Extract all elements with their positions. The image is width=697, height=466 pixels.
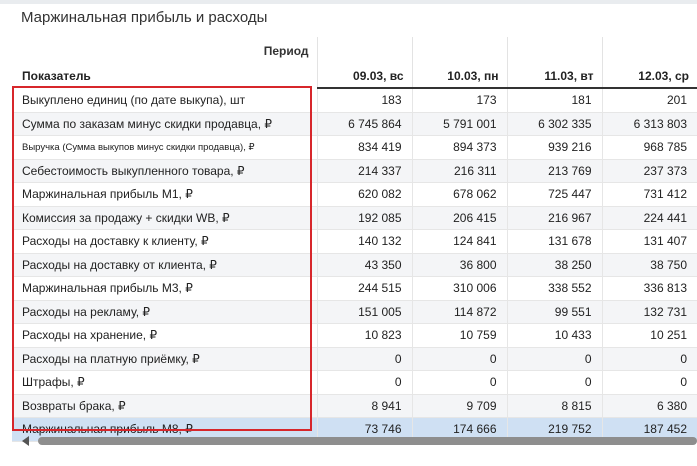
date-column-header[interactable]: 10.03, пн (412, 64, 507, 88)
cell-value: 201 (602, 88, 697, 112)
scrollbar-thumb[interactable] (38, 437, 697, 445)
cell-value: 224 441 (602, 206, 697, 230)
top-border (0, 0, 697, 4)
cell-value: 0 (507, 347, 602, 371)
cell-value: 310 006 (412, 277, 507, 301)
cell-value: 894 373 (412, 136, 507, 160)
cell-value: 114 872 (412, 300, 507, 324)
cell-value: 237 373 (602, 159, 697, 183)
cell-value: 10 759 (412, 324, 507, 348)
cell-value: 213 769 (507, 159, 602, 183)
cell-value: 216 311 (412, 159, 507, 183)
header-blank (412, 37, 507, 64)
cell-value: 214 337 (317, 159, 412, 183)
cell-value: 6 745 864 (317, 112, 412, 136)
cell-value: 8 941 (317, 394, 412, 418)
table-row[interactable] (12, 394, 697, 418)
pivot-table-panel (12, 37, 697, 437)
cell-value: 6 380 (602, 394, 697, 418)
header-blank (317, 37, 412, 64)
cell-value: 244 515 (317, 277, 412, 301)
cell-value: 939 216 (507, 136, 602, 160)
cell-value: 968 785 (602, 136, 697, 160)
cell-value: 132 731 (602, 300, 697, 324)
row-label: Расходы на рекламу, ₽ (12, 300, 317, 324)
cell-value: 38 250 (507, 253, 602, 277)
cell-value: 181 (507, 88, 602, 112)
header-blank (507, 37, 602, 64)
table-row[interactable] (12, 136, 697, 160)
cell-value: 5 791 001 (412, 112, 507, 136)
date-column-header[interactable]: 11.03, вт (507, 64, 602, 88)
table-row[interactable] (12, 88, 697, 112)
cell-value: 336 813 (602, 277, 697, 301)
table-row[interactable] (12, 277, 697, 301)
cell-value: 725 447 (507, 183, 602, 207)
row-label: Комиссия за продажу + скидки WB, ₽ (12, 206, 317, 230)
table-row[interactable] (12, 159, 697, 183)
row-label: Выручка (Сумма выкупов минус скидки продавца), ₽ (12, 136, 317, 160)
header-row-period (12, 37, 697, 64)
cell-value: 174 666 (412, 418, 507, 442)
cell-value: 99 551 (507, 300, 602, 324)
table-body (12, 88, 697, 441)
cell-value: 0 (412, 347, 507, 371)
table-row[interactable] (12, 230, 697, 254)
cell-value: 620 082 (317, 183, 412, 207)
pivot-table (12, 37, 697, 442)
cell-value: 9 709 (412, 394, 507, 418)
cell-value: 173 (412, 88, 507, 112)
indicator-label: Показатель (12, 64, 317, 88)
cell-value: 183 (317, 88, 412, 112)
cell-value: 0 (317, 371, 412, 395)
cell-value: 36 800 (412, 253, 507, 277)
table-row[interactable] (12, 206, 697, 230)
cell-value: 0 (317, 347, 412, 371)
cell-value: 0 (507, 371, 602, 395)
cell-value: 678 062 (412, 183, 507, 207)
cell-value: 10 433 (507, 324, 602, 348)
cell-value: 38 750 (602, 253, 697, 277)
cell-value: 8 815 (507, 394, 602, 418)
date-column-header[interactable]: 09.03, вс (317, 64, 412, 88)
cell-value: 73 746 (317, 418, 412, 442)
cell-value: 219 752 (507, 418, 602, 442)
period-label: Период (12, 37, 317, 64)
row-label: Маржинальная прибыль М3, ₽ (12, 277, 317, 301)
cell-value: 124 841 (412, 230, 507, 254)
row-label: Себестоимость выкупленного товара, ₽ (12, 159, 317, 183)
row-label: Расходы на платную приёмку, ₽ (12, 347, 317, 371)
cell-value: 140 132 (317, 230, 412, 254)
cell-value: 6 313 803 (602, 112, 697, 136)
table-row[interactable] (12, 371, 697, 395)
cell-value: 10 823 (317, 324, 412, 348)
row-label: Расходы на доставку от клиента, ₽ (12, 253, 317, 277)
table-row[interactable] (12, 112, 697, 136)
table-row[interactable] (12, 324, 697, 348)
row-label: Расходы на доставку к клиенту, ₽ (12, 230, 317, 254)
cell-value: 192 085 (317, 206, 412, 230)
table-row[interactable] (12, 300, 697, 324)
cell-value: 206 415 (412, 206, 507, 230)
cell-value: 338 552 (507, 277, 602, 301)
table-row[interactable] (12, 183, 697, 207)
row-label: Маржинальная прибыль М1, ₽ (12, 183, 317, 207)
cell-value: 131 678 (507, 230, 602, 254)
table-row[interactable] (12, 253, 697, 277)
cell-value: 834 419 (317, 136, 412, 160)
header-blank (602, 37, 697, 64)
cell-value: 43 350 (317, 253, 412, 277)
header-row-dates (12, 64, 697, 88)
cell-value: 731 412 (602, 183, 697, 207)
row-label: Штрафы, ₽ (12, 371, 317, 395)
row-label: Выкуплено единиц (по дате выкупа), шт (12, 88, 317, 112)
cell-value: 151 005 (317, 300, 412, 324)
row-label: Расходы на хранение, ₽ (12, 324, 317, 348)
cell-value: 0 (602, 347, 697, 371)
cell-value: 131 407 (602, 230, 697, 254)
cell-value: 10 251 (602, 324, 697, 348)
horizontal-scrollbar[interactable] (12, 434, 697, 448)
table-row[interactable] (12, 347, 697, 371)
cell-value: 6 302 335 (507, 112, 602, 136)
row-label: Сумма по заказам минус скидки продавца, ₽ (12, 112, 317, 136)
date-column-header[interactable]: 12.03, ср (602, 64, 697, 88)
cell-value: 0 (602, 371, 697, 395)
scroll-left-arrow-icon[interactable] (22, 436, 29, 446)
page-title: Маржинальная прибыль и расходы (21, 9, 268, 26)
cell-value: 187 452 (602, 418, 697, 442)
cell-value: 216 967 (507, 206, 602, 230)
row-label: Возвраты брака, ₽ (12, 394, 317, 418)
row-label: Маржинальная прибыль М8, ₽ (12, 418, 317, 442)
cell-value: 0 (412, 371, 507, 395)
